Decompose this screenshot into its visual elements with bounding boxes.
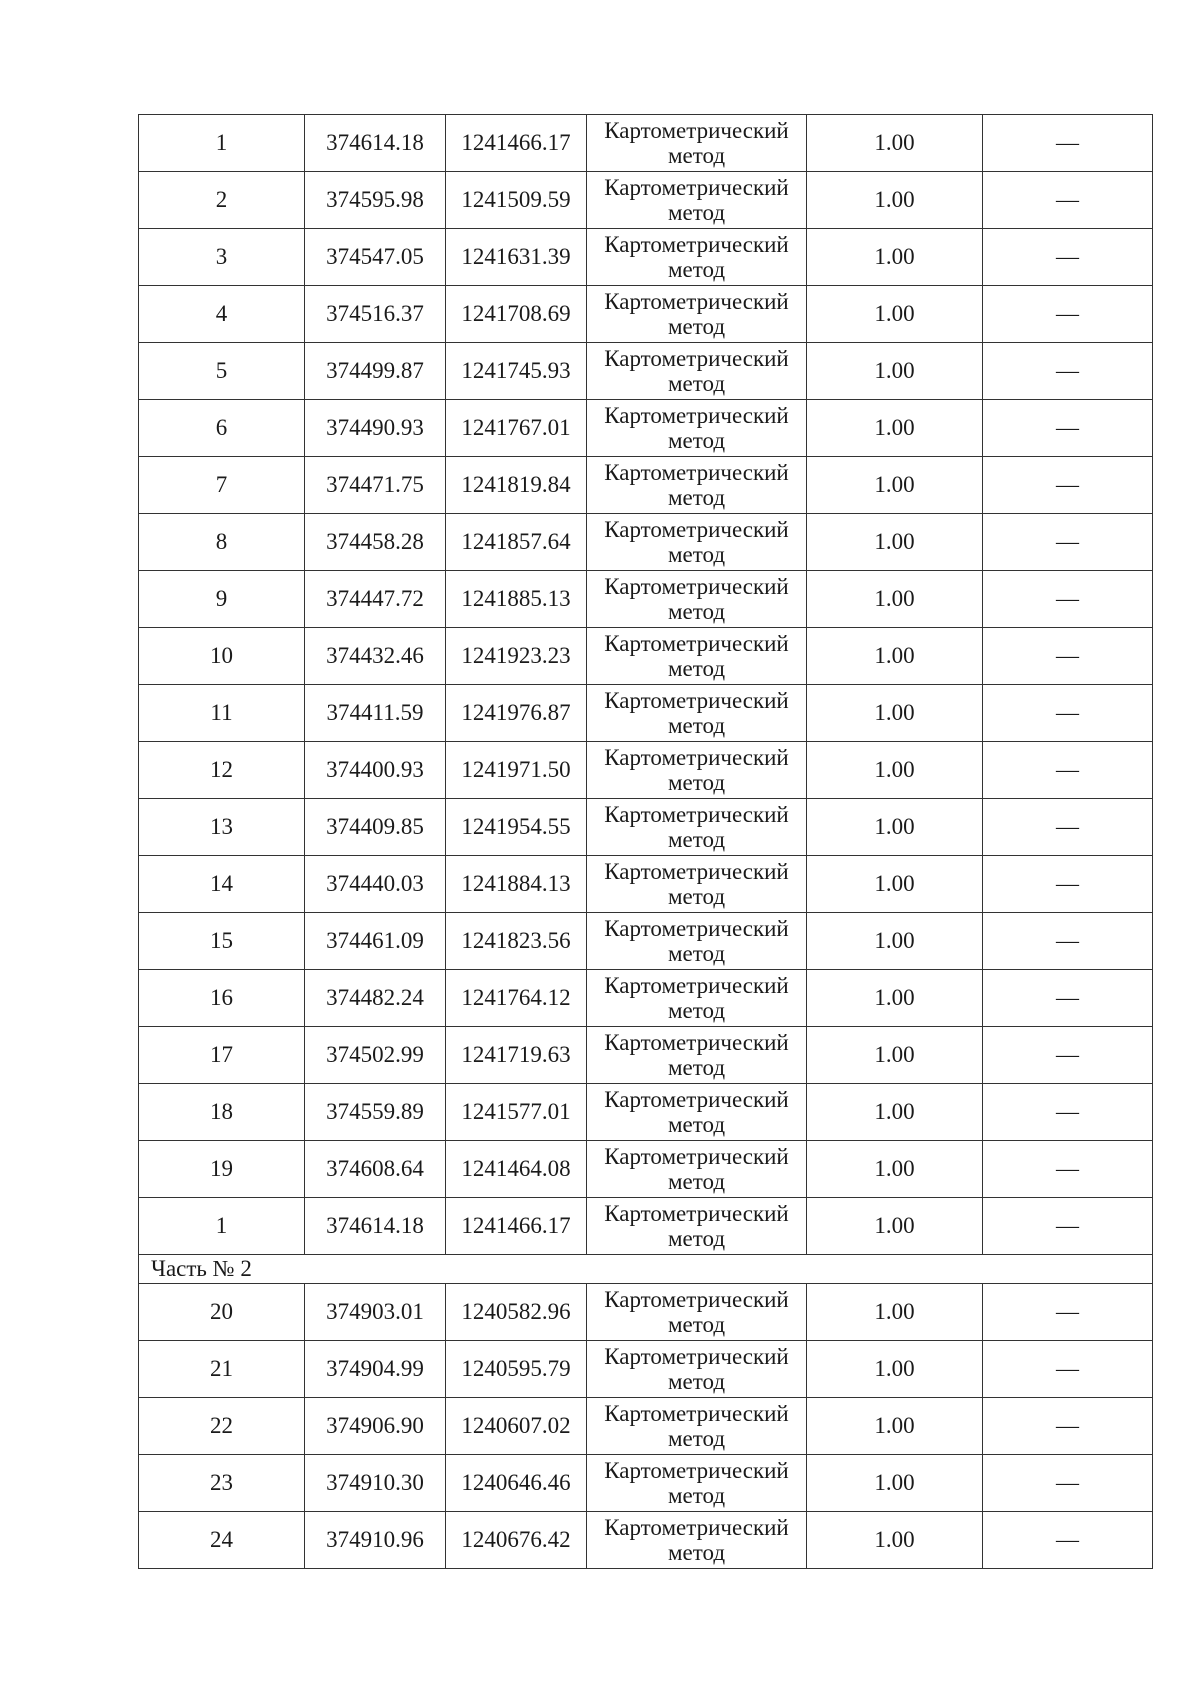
part1-rows [139,115,1153,1255]
table-row [139,1455,1153,1512]
y-coordinate-cell: 1241631.39 [446,229,587,286]
table-row [139,571,1153,628]
method-line-2: метод [667,1055,726,1080]
table-row [139,1512,1153,1569]
method-cell [587,628,807,685]
method-line-2: метод [667,200,726,225]
description-cell: — [983,913,1153,970]
point-number-cell: 12 [139,742,305,799]
x-coordinate-cell: 374904.99 [305,1341,446,1398]
method-line-1: Картометрический [604,573,789,599]
description-cell: — [983,514,1153,571]
point-number-cell: 20 [139,1284,305,1341]
method-cell [587,286,807,343]
description-cell: — [983,229,1153,286]
method-cell [587,229,807,286]
method-line-1: Картометрический [604,1343,789,1369]
method-cell [587,1084,807,1141]
y-coordinate-cell: 1241466.17 [446,115,587,172]
part-label: Часть № 2 [139,1255,1153,1284]
description-cell: — [983,742,1153,799]
x-coordinate-cell: 374559.89 [305,1084,446,1141]
y-coordinate-cell: 1240646.46 [446,1455,587,1512]
y-coordinate-cell: 1241577.01 [446,1084,587,1141]
method-line-2: метод [667,485,726,510]
method-line-2: метод [667,1169,726,1194]
table-row [139,913,1153,970]
method-line-1: Картометрический [604,288,789,314]
description-cell: — [983,457,1153,514]
method-line-1: Картометрический [604,1086,789,1112]
table-row [139,343,1153,400]
method-cell [587,1198,807,1255]
point-number-cell: 5 [139,343,305,400]
method-line-1: Картометрический [604,1143,789,1169]
description-cell: — [983,286,1153,343]
description-cell: — [983,1512,1153,1569]
x-coordinate-cell: 374516.37 [305,286,446,343]
method-line-2: метод [667,656,726,681]
y-coordinate-cell: 1241464.08 [446,1141,587,1198]
description-cell: — [983,1284,1153,1341]
method-line-1: Картометрический [604,801,789,827]
accuracy-cell: 1.00 [807,799,983,856]
accuracy-cell: 1.00 [807,1198,983,1255]
description-cell: — [983,1398,1153,1455]
point-number-cell: 17 [139,1027,305,1084]
y-coordinate-cell: 1240607.02 [446,1398,587,1455]
point-number-cell: 11 [139,685,305,742]
x-coordinate-cell: 374482.24 [305,970,446,1027]
x-coordinate-cell: 374608.64 [305,1141,446,1198]
table-row [139,229,1153,286]
method-line-1: Картометрический [604,345,789,371]
y-coordinate-cell: 1240582.96 [446,1284,587,1341]
x-coordinate-cell: 374502.99 [305,1027,446,1084]
accuracy-cell: 1.00 [807,229,983,286]
accuracy-cell: 1.00 [807,115,983,172]
method-line-1: Картометрический [604,1200,789,1226]
description-cell: — [983,172,1153,229]
point-number-cell: 23 [139,1455,305,1512]
method-cell [587,514,807,571]
description-cell: — [983,571,1153,628]
x-coordinate-cell: 374461.09 [305,913,446,970]
table-row [139,1198,1153,1255]
table-row [139,400,1153,457]
table-row [139,514,1153,571]
accuracy-cell: 1.00 [807,856,983,913]
method-cell [587,1284,807,1341]
description-cell: — [983,1027,1153,1084]
method-line-1: Картометрический [604,858,789,884]
table-row [139,172,1153,229]
point-number-cell: 21 [139,1341,305,1398]
accuracy-cell: 1.00 [807,1398,983,1455]
table-row [139,1398,1153,1455]
x-coordinate-cell: 374490.93 [305,400,446,457]
description-cell: — [983,1141,1153,1198]
method-cell [587,1027,807,1084]
method-line-2: метод [667,827,726,852]
y-coordinate-cell: 1241976.87 [446,685,587,742]
point-number-cell: 16 [139,970,305,1027]
table-row [139,286,1153,343]
accuracy-cell: 1.00 [807,343,983,400]
point-number-cell: 18 [139,1084,305,1141]
y-coordinate-cell: 1241857.64 [446,514,587,571]
method-cell [587,172,807,229]
point-number-cell: 2 [139,172,305,229]
x-coordinate-cell: 374906.90 [305,1398,446,1455]
method-cell [587,115,807,172]
y-coordinate-cell: 1241466.17 [446,1198,587,1255]
y-coordinate-cell: 1241745.93 [446,343,587,400]
method-line-1: Картометрический [604,1457,789,1483]
accuracy-cell: 1.00 [807,286,983,343]
table-row [139,115,1153,172]
accuracy-cell: 1.00 [807,1141,983,1198]
x-coordinate-cell: 374910.30 [305,1455,446,1512]
point-number-cell: 13 [139,799,305,856]
method-cell [587,1141,807,1198]
method-line-1: Картометрический [604,744,789,770]
description-cell: — [983,1084,1153,1141]
accuracy-cell: 1.00 [807,400,983,457]
x-coordinate-cell: 374499.87 [305,343,446,400]
method-line-2: метод [667,599,726,624]
y-coordinate-cell: 1241767.01 [446,400,587,457]
method-line-1: Картометрический [604,117,789,143]
table-row [139,457,1153,514]
accuracy-cell: 1.00 [807,685,983,742]
accuracy-cell: 1.00 [807,1027,983,1084]
x-coordinate-cell: 374614.18 [305,115,446,172]
method-cell [587,1512,807,1569]
y-coordinate-cell: 1241884.13 [446,856,587,913]
part2-rows [139,1284,1153,1569]
method-cell [587,1398,807,1455]
point-number-cell: 3 [139,229,305,286]
method-cell [587,685,807,742]
method-line-1: Картометрический [604,231,789,257]
method-line-1: Картометрический [604,1286,789,1312]
x-coordinate-cell: 374409.85 [305,799,446,856]
table-row [139,1084,1153,1141]
x-coordinate-cell: 374440.03 [305,856,446,913]
point-number-cell: 1 [139,1198,305,1255]
point-number-cell: 9 [139,571,305,628]
method-cell [587,457,807,514]
accuracy-cell: 1.00 [807,514,983,571]
accuracy-cell: 1.00 [807,571,983,628]
x-coordinate-cell: 374547.05 [305,229,446,286]
table-row [139,685,1153,742]
point-number-cell: 24 [139,1512,305,1569]
description-cell: — [983,1198,1153,1255]
coordinates-table [138,114,1153,1569]
x-coordinate-cell: 374471.75 [305,457,446,514]
x-coordinate-cell: 374432.46 [305,628,446,685]
table-row [139,628,1153,685]
y-coordinate-cell: 1241509.59 [446,172,587,229]
method-line-2: метод [667,1426,726,1451]
method-cell [587,970,807,1027]
method-line-2: метод [667,884,726,909]
point-number-cell: 22 [139,1398,305,1455]
method-line-2: метод [667,1226,726,1251]
accuracy-cell: 1.00 [807,913,983,970]
accuracy-cell: 1.00 [807,172,983,229]
method-line-1: Картометрический [604,972,789,998]
description-cell: — [983,115,1153,172]
y-coordinate-cell: 1241764.12 [446,970,587,1027]
y-coordinate-cell: 1241971.50 [446,742,587,799]
accuracy-cell: 1.00 [807,742,983,799]
method-line-2: метод [667,371,726,396]
method-line-2: метод [667,770,726,795]
method-line-2: метод [667,1540,726,1565]
method-line-2: метод [667,1312,726,1337]
method-line-2: метод [667,314,726,339]
method-line-1: Картометрический [604,687,789,713]
method-line-2: метод [667,428,726,453]
method-line-2: метод [667,1483,726,1508]
point-number-cell: 19 [139,1141,305,1198]
method-cell [587,913,807,970]
y-coordinate-cell: 1241885.13 [446,571,587,628]
table-row [139,742,1153,799]
description-cell: — [983,1455,1153,1512]
point-number-cell: 10 [139,628,305,685]
method-line-2: метод [667,1369,726,1394]
x-coordinate-cell: 374910.96 [305,1512,446,1569]
method-cell [587,799,807,856]
accuracy-cell: 1.00 [807,1084,983,1141]
accuracy-cell: 1.00 [807,1341,983,1398]
method-line-2: метод [667,542,726,567]
method-cell [587,856,807,913]
method-cell [587,400,807,457]
part-label-row [139,1255,1153,1284]
method-line-1: Картометрический [604,516,789,542]
method-cell [587,343,807,400]
method-cell [587,1455,807,1512]
method-line-1: Картометрический [604,1514,789,1540]
accuracy-cell: 1.00 [807,628,983,685]
x-coordinate-cell: 374903.01 [305,1284,446,1341]
accuracy-cell: 1.00 [807,1512,983,1569]
point-number-cell: 14 [139,856,305,913]
y-coordinate-cell: 1241954.55 [446,799,587,856]
method-line-2: метод [667,998,726,1023]
table-row [139,970,1153,1027]
method-line-1: Картометрический [604,1400,789,1426]
method-cell [587,571,807,628]
x-coordinate-cell: 374595.98 [305,172,446,229]
table-row [139,856,1153,913]
accuracy-cell: 1.00 [807,970,983,1027]
y-coordinate-cell: 1240595.79 [446,1341,587,1398]
point-number-cell: 6 [139,400,305,457]
table-row [139,1284,1153,1341]
part2-header [139,1255,1153,1284]
y-coordinate-cell: 1240676.42 [446,1512,587,1569]
description-cell: — [983,1341,1153,1398]
point-number-cell: 4 [139,286,305,343]
x-coordinate-cell: 374400.93 [305,742,446,799]
y-coordinate-cell: 1241923.23 [446,628,587,685]
y-coordinate-cell: 1241819.84 [446,457,587,514]
y-coordinate-cell: 1241719.63 [446,1027,587,1084]
method-line-2: метод [667,713,726,738]
table-row [139,1141,1153,1198]
method-line-2: метод [667,257,726,282]
table-row [139,1027,1153,1084]
description-cell: — [983,400,1153,457]
point-number-cell: 1 [139,115,305,172]
method-line-1: Картометрический [604,402,789,428]
x-coordinate-cell: 374458.28 [305,514,446,571]
description-cell: — [983,628,1153,685]
table-row [139,799,1153,856]
method-line-1: Картометрический [604,1029,789,1055]
description-cell: — [983,343,1153,400]
method-line-1: Картометрический [604,459,789,485]
accuracy-cell: 1.00 [807,457,983,514]
x-coordinate-cell: 374411.59 [305,685,446,742]
y-coordinate-cell: 1241708.69 [446,286,587,343]
method-line-1: Картометрический [604,915,789,941]
method-line-1: Картометрический [604,174,789,200]
description-cell: — [983,856,1153,913]
table-row [139,1341,1153,1398]
y-coordinate-cell: 1241823.56 [446,913,587,970]
point-number-cell: 8 [139,514,305,571]
accuracy-cell: 1.00 [807,1284,983,1341]
accuracy-cell: 1.00 [807,1455,983,1512]
point-number-cell: 7 [139,457,305,514]
method-line-2: метод [667,941,726,966]
description-cell: — [983,685,1153,742]
method-cell [587,742,807,799]
method-line-1: Картометрический [604,630,789,656]
point-number-cell: 15 [139,913,305,970]
description-cell: — [983,970,1153,1027]
x-coordinate-cell: 374614.18 [305,1198,446,1255]
method-line-2: метод [667,1112,726,1137]
method-line-2: метод [667,143,726,168]
method-cell [587,1341,807,1398]
description-cell: — [983,799,1153,856]
x-coordinate-cell: 374447.72 [305,571,446,628]
